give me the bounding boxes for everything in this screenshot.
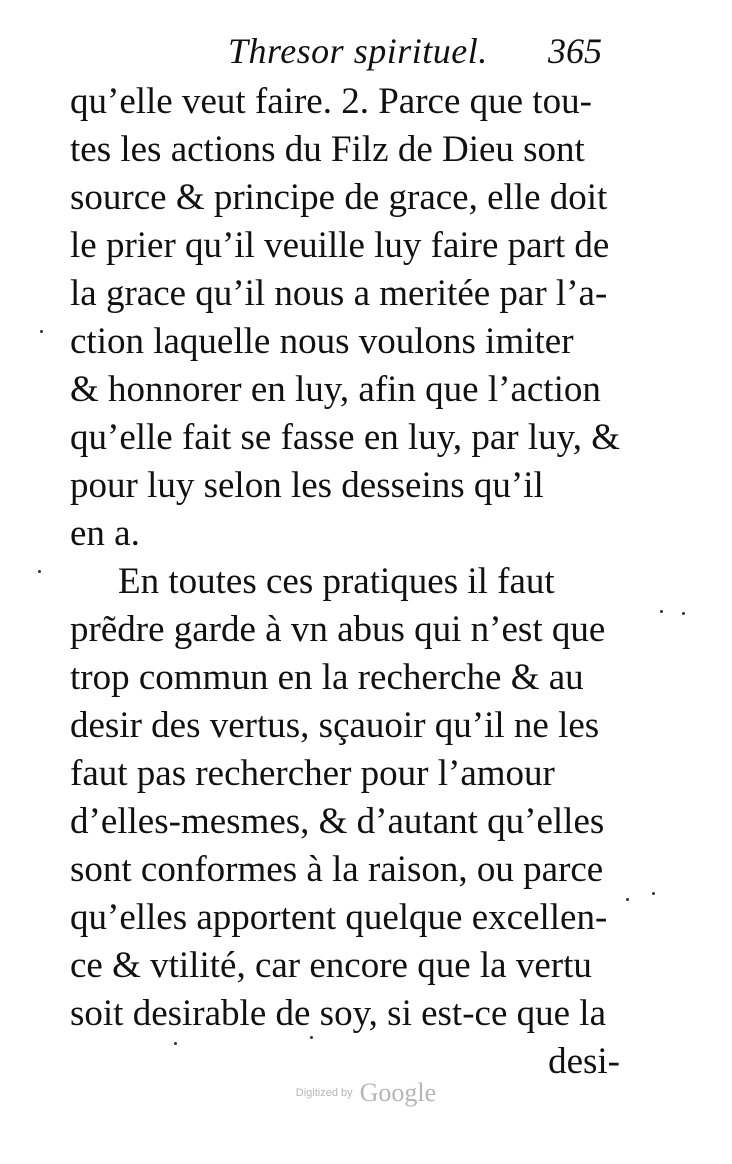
- text-line: ce & vtilité, car encore que la vertu: [70, 945, 592, 986]
- paragraph-start-line: En toutes ces pratiques il faut: [118, 561, 555, 602]
- scan-speck: [38, 570, 41, 573]
- text-line: la grace qu’il nous a meritée par l’a-: [70, 273, 608, 314]
- text-line: en a.: [70, 513, 140, 554]
- text-line: & honnorer en luy, afin que l’action: [70, 369, 601, 410]
- text-line: tes les actions du Filz de Dieu sont: [70, 129, 585, 170]
- catchword: desi-: [548, 1041, 620, 1082]
- running-title: Thresor spirituel.: [228, 31, 488, 71]
- text-line: sont conformes à la raison, ou parce: [70, 849, 604, 890]
- scan-speck: [174, 1042, 177, 1045]
- text-line: d’elles-mesmes, & d’autant qu’elles: [70, 801, 605, 842]
- text-line: prẽdre garde à vn abus qui n’est que: [70, 609, 606, 650]
- digitized-label: Digitized by: [295, 1087, 353, 1099]
- page-number: 365: [548, 31, 602, 71]
- scan-speck: [660, 610, 663, 613]
- text-line: desir des vertus, sçauoir qu’il ne les: [70, 705, 600, 746]
- body-text: [70, 78, 630, 1086]
- scan-speck: [626, 898, 629, 901]
- scan-speck: [40, 330, 43, 333]
- scan-speck: [310, 1036, 313, 1039]
- google-logo: Google: [359, 1078, 437, 1107]
- text-line: pour luy selon les desseins qu’il: [70, 465, 544, 506]
- text-line: qu’elle fait se fasse en luy, par luy, &: [70, 417, 621, 458]
- scan-speck: [682, 612, 685, 615]
- text-line: le prier qu’il veuille luy faire part de: [70, 225, 610, 266]
- text-line: trop commun en la recherche & au: [70, 657, 584, 698]
- text-line: qu’elles apportent quelque excellen-: [70, 897, 608, 938]
- digitization-watermark: [0, 1078, 732, 1108]
- text-line: qu’elle veut faire. 2. Parce que tou-: [70, 81, 592, 122]
- text-line: ction laquelle nous voulons imiter: [70, 321, 574, 362]
- text-line: faut pas rechercher pour l’amour: [70, 753, 555, 794]
- scan-speck: [652, 892, 655, 895]
- text-line: source & principe de grace, elle doit: [70, 177, 608, 218]
- text-line: soit desirable de soy, si est-ce que la: [70, 993, 606, 1034]
